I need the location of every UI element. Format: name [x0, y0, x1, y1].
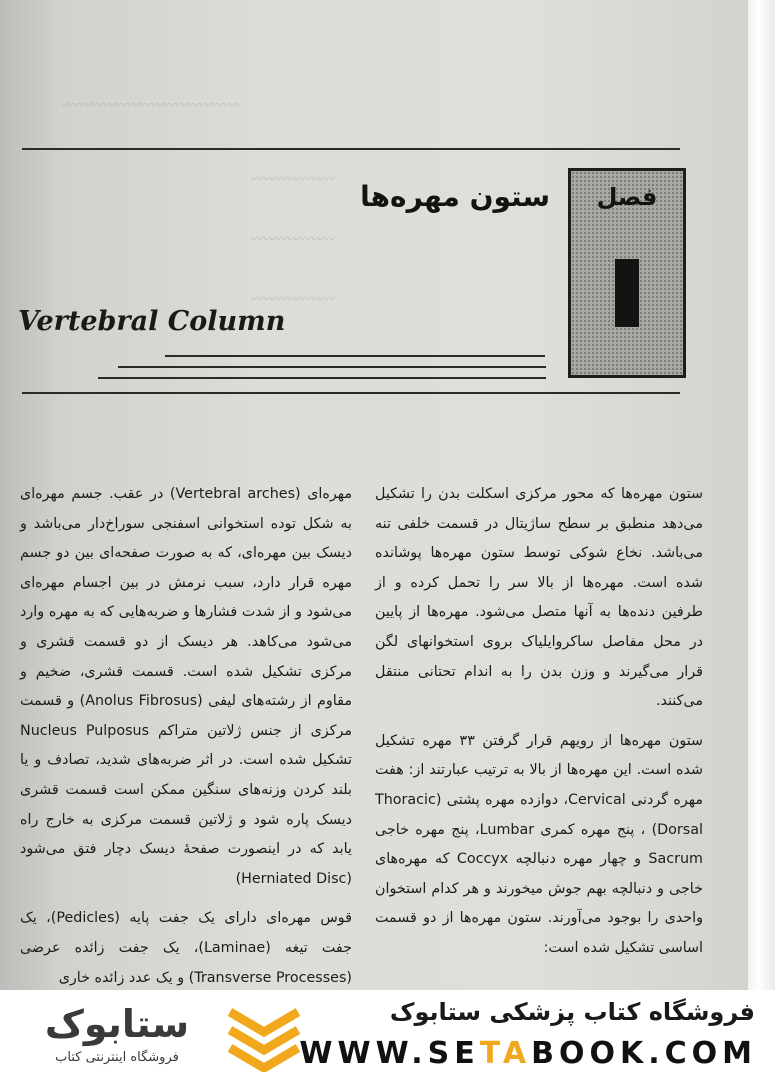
paragraph: ستون مهره‌ها که محور مرکزی اسکلت بدن را تشکیل می‌دهد منطبق بر سطح ساژیتال در قسمت خلفی تنه می‌باشد. نخاع شوکی توسط ستون مهره‌ها پوشانده شده است. مهره‌ها از بالا سر را تحمل کرده و از طرفین دنده‌ها به آنها متصل می‌شود. مهره‌ها از پایین در محل مفاصل ساکروایلیاک بروی استخوانهای لگن قرار می‌گیرند و وزن بدن را به اندام تحتانی منتقل می‌کنند.	[375, 486, 703, 710]
paragraph: قوس مهره‌ای دارای یک جفت پایه (Pedicles)، یک جفت تیغه (Laminae)، یک جفت زائده عرضی (Transverse Processes) و یک عدد زائده خاری	[20, 910, 353, 986]
right-column-text	[375, 480, 703, 964]
store-logo[interactable]	[28, 1000, 308, 1072]
title-rule-3	[98, 377, 546, 379]
paragraph: مهره‌ای (Vertebral arches) در عقب. جسم مهره‌ای به شکل توده استخوانی اسفنجی سوراخ‌دار می‌باشد و دیسک بین مهره‌ای، که به صورت صفحه‌ای بین دو جسم مهره قرار دارد، سبب نرمش در بین اجسام مهره‌ای می‌شود و از شدت فشارها و ضربه‌هایی که به مهره وارد می‌شود می‌کاهد. هر دیسک از دو قسمت قشری و مرکزی تشکیل شده است. قسمت قشری، ضخیم و مقاوم از رشته‌های لیفی (Anolus Fibrosus) و قسمت مرکزی از جنس ژلاتین متراکم Nucleus Pulposus تشکیل شده است. در اثر ضربه‌های شدید، تصادف و یا بلند کردن وزنه‌های سنگین ممکن است قسمت قشری دیسک پاره شود و ژلاتین قسمت مرکزی به خارج راه یابد که در اینصورت صفحهٔ دیسک دچار فتق می‌شود (Herniated Disc)	[20, 486, 353, 887]
faint-handwriting: 〰〰〰〰〰〰〰	[250, 172, 335, 186]
header-rule-top	[22, 148, 680, 150]
faint-handwriting: 〰〰〰〰〰〰〰〰〰〰〰〰〰〰〰	[60, 98, 241, 112]
url-accent: TA	[479, 1036, 532, 1071]
logo-subtitle: فروشگاه اینترنتی کتاب	[55, 1050, 179, 1065]
faint-handwriting: 〰〰〰〰〰〰〰	[250, 292, 335, 306]
store-name: فروشگاه کتاب پزشکی ستابوک	[389, 998, 755, 1026]
logo-wordmark: ستابوک	[44, 1002, 190, 1046]
title-rule-2	[118, 366, 546, 368]
chapter-title-en: Vertebral Column	[18, 306, 286, 337]
url-prefix: WWW.SE	[299, 1036, 480, 1071]
chapter-title-fa: ستون مهره‌ها	[360, 180, 550, 213]
book-stack-icon	[224, 1002, 304, 1072]
chapter-number-glyph	[615, 259, 639, 327]
paragraph: ستون مهره‌ها از رویهم قرار گرفتن ۳۳ مهره تشکیل شده است. این مهره‌ها از بالا به ترتیب عبارتند از: هفت مهره گردنی Cervical، دوازده مهره پشتی (Thoracic (Dorsal ، پنج مهره کمری Lumbar، پنج مهره خاجی Sacrum و چهار مهره دنبالچه Coccyx که مهره‌های خاجی و دنبالچه بهم جوش میخورند و هر کدام استخوان واحدی را بوجود می‌آورند. ستون مهره‌ها از دو قسمت اساسی تشکیل شده است:	[375, 732, 703, 956]
store-url[interactable]	[299, 1036, 757, 1071]
chapter-box	[568, 168, 686, 378]
header-rule-bottom	[22, 392, 680, 394]
chapter-label: فصل	[596, 183, 658, 211]
page-edge	[748, 0, 775, 990]
left-column-text	[20, 480, 352, 990]
url-suffix: BOOK.COM	[531, 1036, 757, 1071]
title-rule-1	[165, 355, 545, 357]
store-banner	[0, 990, 775, 1079]
faint-handwriting: 〰〰〰〰〰〰〰	[250, 232, 335, 246]
